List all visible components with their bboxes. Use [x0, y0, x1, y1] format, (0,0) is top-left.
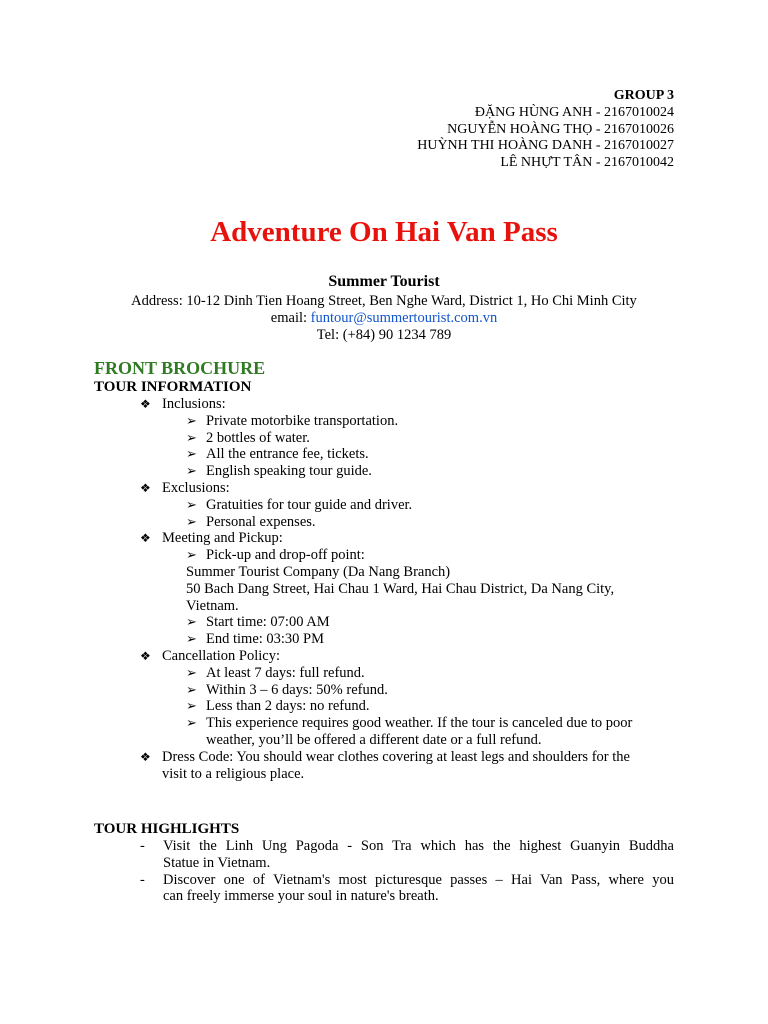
diamond-bullet-icon: ❖	[140, 749, 151, 764]
email-label: email:	[270, 309, 311, 326]
tour-information-list	[94, 396, 674, 782]
list-item	[94, 446, 674, 463]
inclusion-item: 2 bottles of water.	[206, 429, 310, 446]
highlight-line: can freely immerse your soul in nature's breath.	[163, 888, 439, 905]
pickup-label: Pick-up and drop-off point:	[206, 547, 365, 564]
list-item	[94, 614, 674, 631]
exclusion-item: Gratuities for tour guide and driver.	[206, 496, 413, 513]
list-item	[94, 480, 674, 497]
cancellation-item: Within 3 – 6 days: 50% refund.	[206, 681, 388, 698]
diamond-bullet-icon: ❖	[140, 648, 151, 663]
list-item	[94, 530, 674, 547]
arrowhead-bullet-icon: ➢	[186, 446, 197, 462]
cancellation-label: Cancellation Policy:	[162, 647, 280, 664]
highlight-line: Statue in Vietnam.	[163, 854, 271, 871]
list-item	[94, 497, 674, 514]
inclusion-item: English speaking tour guide.	[206, 463, 372, 480]
company-address: Address: 10-12 Dinh Tien Hoang Street, Ben Nghe Ward, District 1, Ho Chi Minh City	[131, 293, 637, 309]
dress-code-line: visit to a religious place.	[162, 765, 305, 782]
document-title: Adventure On Hai Van Pass	[210, 216, 558, 248]
arrowhead-bullet-icon: ➢	[186, 496, 197, 512]
arrowhead-bullet-icon: ➢	[186, 715, 197, 731]
arrowhead-bullet-icon: ➢	[186, 547, 197, 563]
email-link[interactable]: funtour@summertourist.com.vn	[310, 309, 498, 326]
highlight-line: Visit the Linh Ung Pagoda - Son Tra which has the highest Guanyin Buddha	[163, 838, 674, 854]
tour-highlights-heading: TOUR HIGHLIGHTS	[94, 821, 240, 837]
list-item	[94, 698, 674, 715]
arrowhead-bullet-icon: ➢	[186, 681, 197, 697]
list-item	[94, 749, 674, 783]
list-item	[94, 631, 674, 648]
company-email-line	[0, 310, 768, 327]
list-item	[94, 665, 674, 682]
group-member: ĐẶNG HÙNG ANH - 2167010024	[474, 104, 674, 120]
list-item	[94, 715, 674, 749]
arrowhead-bullet-icon: ➢	[186, 698, 197, 714]
arrowhead-bullet-icon: ➢	[186, 513, 197, 529]
start-time: Start time: 07:00 AM	[206, 614, 330, 631]
diamond-bullet-icon: ❖	[140, 397, 151, 411]
list-item	[94, 396, 674, 413]
tour-highlights-list	[94, 838, 674, 905]
front-brochure-heading: FRONT BROCHURE	[94, 358, 266, 378]
list-item	[94, 838, 674, 872]
arrowhead-bullet-icon: ➢	[186, 664, 197, 680]
list-item	[94, 430, 674, 447]
arrowhead-bullet-icon: ➢	[186, 412, 197, 428]
list-item	[94, 682, 674, 699]
meeting-label: Meeting and Pickup:	[162, 530, 283, 547]
dash-bullet-icon: -	[140, 871, 145, 888]
list-item	[94, 872, 674, 906]
dress-code-line: Dress Code: You should wear clothes covering at least legs and shoulders for the	[162, 748, 630, 765]
group-member: LÊ NHỰT TÂN - 2167010042	[500, 155, 674, 171]
group-members-block	[417, 88, 674, 172]
diamond-bullet-icon: ❖	[140, 531, 151, 546]
exclusions-label: Exclusions:	[162, 479, 230, 496]
list-item	[94, 463, 674, 480]
dash-bullet-icon: -	[140, 838, 145, 854]
group-member: HUỲNH THI HOÀNG DANH - 2167010027	[417, 138, 674, 154]
weather-note-line: weather, you’ll be offered a different date or a full refund.	[206, 731, 542, 748]
cancellation-item: Less than 2 days: no refund.	[206, 698, 370, 715]
tour-information-heading: TOUR INFORMATION	[94, 379, 252, 395]
arrowhead-bullet-icon: ➢	[186, 463, 197, 479]
inclusion-item: Private motorbike transportation.	[206, 412, 399, 429]
end-time: End time: 03:30 PM	[206, 631, 325, 648]
inclusions-label: Inclusions:	[162, 396, 226, 412]
diamond-bullet-icon: ❖	[140, 480, 151, 495]
weather-note-line: This experience requires good weather. If the tour is canceled due to poor	[206, 715, 633, 732]
meeting-company: Summer Tourist Company (Da Nang Branch)	[186, 563, 451, 580]
company-name: Summer Tourist	[328, 273, 440, 290]
inclusion-item: All the entrance fee, tickets.	[206, 446, 369, 463]
company-tel: Tel: (+84) 90 1234 789	[316, 326, 452, 343]
list-item	[94, 547, 674, 564]
meeting-address-line: 50 Bach Dang Street, Hai Chau 1 Ward, Hai Chau District, Da Nang City,	[186, 580, 615, 597]
list-item	[94, 514, 674, 531]
exclusion-item: Personal expenses.	[206, 513, 316, 530]
list-item	[94, 413, 674, 430]
list-item	[94, 648, 674, 665]
group-member: NGUYỄN HOÀNG THỌ - 2167010026	[447, 121, 674, 137]
group-title: GROUP 3	[613, 88, 674, 103]
company-info	[0, 272, 768, 343]
arrowhead-bullet-icon: ➢	[186, 631, 197, 647]
arrowhead-bullet-icon: ➢	[186, 429, 197, 445]
highlight-line: Discover one of Vietnam's most picturesque passes – Hai Van Pass, where you	[163, 871, 674, 888]
arrowhead-bullet-icon: ➢	[186, 614, 197, 630]
cancellation-item: At least 7 days: full refund.	[206, 664, 365, 681]
meeting-address-line: Vietnam.	[186, 597, 239, 614]
